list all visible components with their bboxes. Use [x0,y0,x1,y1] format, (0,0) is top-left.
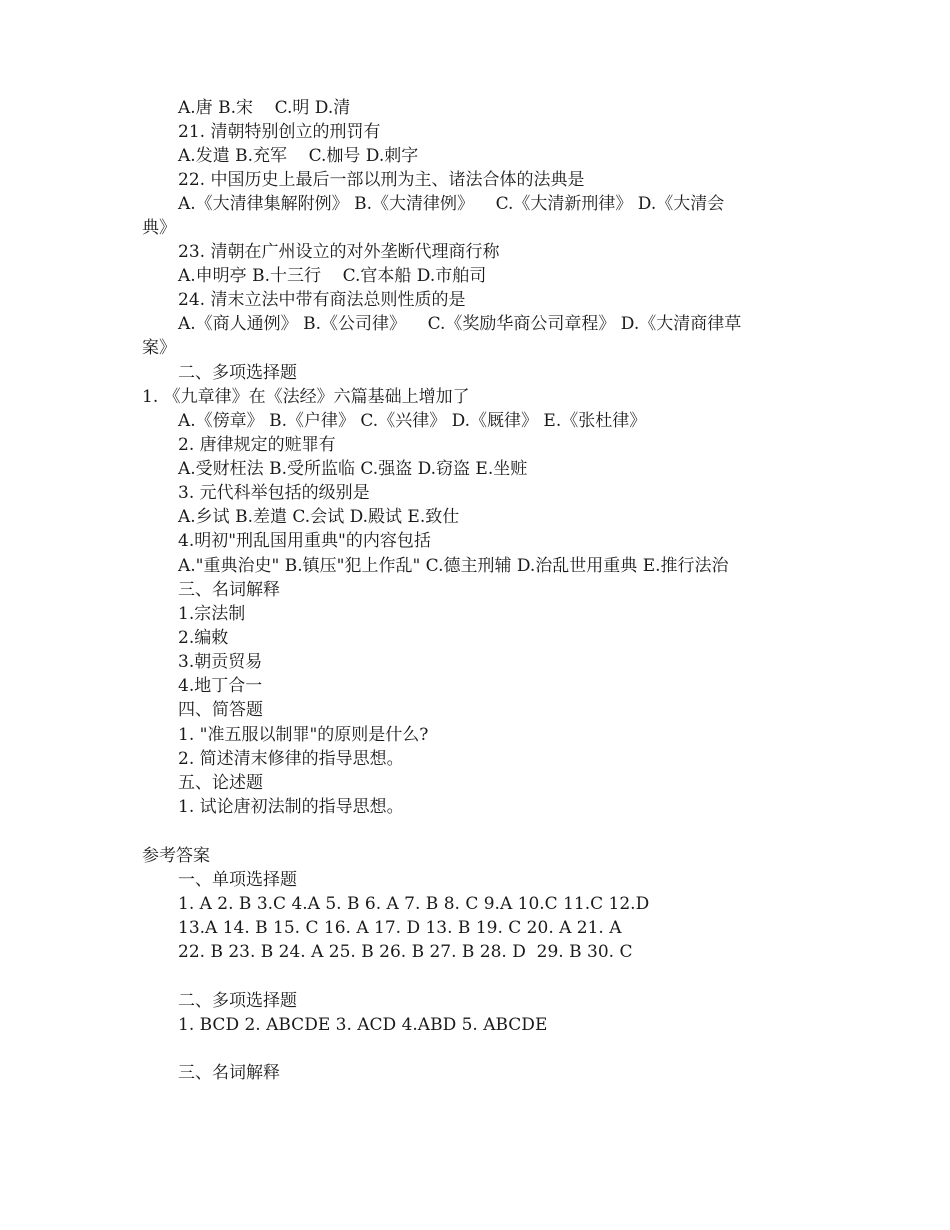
answers-single-row-2: 13.A 14. B 15. C 16. A 17. D 13. B 19. C 20. A 21. A [178,918,622,938]
short-answer-1: 1. "准五服以制罪"的原则是什么? [178,725,429,745]
mq1-options: A.《傍章》 B.《户律》 C.《兴律》 D.《厩律》 E.《张杜律》 [178,411,647,431]
section-heading-multi: 二、多项选择题 [178,363,297,383]
q21-options: A.发遣 B.充军 C.枷号 D.刺字 [178,146,419,166]
answers-multi-heading: 二、多项选择题 [178,991,297,1011]
term-3: 3.朝贡贸易 [178,652,263,672]
mq3-options: A.乡试 B.差遣 C.会试 D.殿试 E.致仕 [178,507,460,527]
q22-options: A.《大清律集解附例》 B.《大清律例》 C.《大清新刑律》 D.《大清会 [178,194,725,214]
section-heading-terms: 三、名词解释 [178,580,280,600]
answers-single-heading: 一、单项选择题 [178,870,297,890]
q23-options: A.申明亭 B.十三行 C.官本船 D.市舶司 [178,266,487,286]
term-1: 1.宗法制 [178,604,246,624]
q20-options: A.唐 B.宋 C.明 D.清 [178,98,351,118]
answers-heading: 参考答案 [142,846,210,866]
mq2-question: 2. 唐律规定的赃罪有 [178,435,336,455]
q24-options-wrap: 案》 [142,338,176,358]
mq2-options: A.受财枉法 B.受所监临 C.强盗 D.窃盗 E.坐赃 [178,459,528,479]
essay-1: 1. 试论唐初法制的指导思想。 [178,797,404,817]
q22-options-wrap: 典》 [142,218,176,238]
answers-single-row-1: 1. A 2. B 3.C 4.A 5. B 6. A 7. B 8. C 9.A 10.C 11.C 12.D [178,894,650,914]
mq4-question: 4.明初"刑乱国用重典"的内容包括 [178,531,431,551]
q21-question: 21. 清朝特别创立的刑罚有 [178,122,381,142]
section-heading-essay: 五、论述题 [178,773,263,793]
mq3-question: 3. 元代科举包括的级别是 [178,483,370,503]
q24-options: A.《商人通例》 B.《公司律》 C.《奖励华商公司章程》 D.《大清商律草 [178,314,742,334]
answers-multi-row: 1. BCD 2. ABCDE 3. ACD 4.ABD 5. ABCDE [178,1015,548,1035]
answers-terms-heading: 三、名词解释 [178,1063,280,1083]
answers-single-row-3: 22. B 23. B 24. A 25. B 26. B 27. B 28. D 29. B 30. C [178,942,633,962]
term-2: 2.编敕 [178,628,229,648]
q22-question: 22. 中国历史上最后一部以刑为主、诸法合体的法典是 [178,170,585,190]
section-heading-short: 四、简答题 [178,700,263,720]
mq4-options: A."重典治史" B.镇压"犯上作乱" C.德主刑辅 D.治乱世用重典 E.推行法治 [178,556,729,576]
q23-question: 23. 清朝在广州设立的对外垄断代理商行称 [178,242,500,262]
short-answer-2: 2. 简述清末修律的指导思想。 [178,749,404,769]
q24-question: 24. 清末立法中带有商法总则性质的是 [178,290,466,310]
mq1-question: 1. 《九章律》在《法经》六篇基础上增加了 [142,387,470,407]
term-4: 4.地丁合一 [178,676,263,696]
